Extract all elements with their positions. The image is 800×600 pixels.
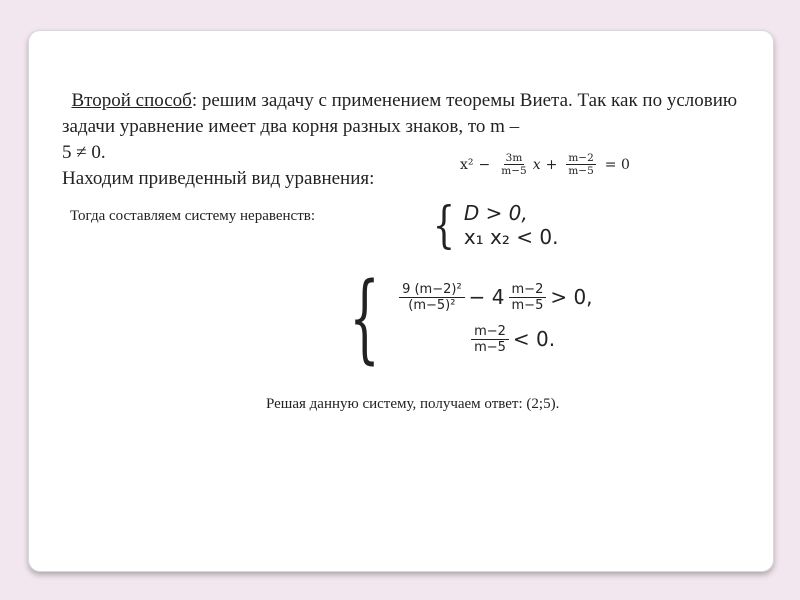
system-1-lines (464, 201, 559, 249)
eq-frac2 (566, 152, 595, 177)
eq-minus: − (478, 156, 491, 173)
intro-line-3: 5 ≠ 0. (62, 142, 106, 163)
system-2 (334, 262, 593, 374)
eq-frac2-num: m−2 (568, 152, 594, 164)
eq-frac1-num: 3m (505, 152, 523, 164)
system-1-line-1: D > 0, (463, 201, 528, 225)
minus-four: − 4 (468, 285, 505, 309)
system-2-row-2 (395, 318, 592, 360)
eq-equals-zero: = 0 (604, 156, 630, 173)
eq-plus: + (545, 156, 558, 173)
eq-x: x (532, 156, 541, 173)
frac-b-num: m−2 (509, 282, 547, 298)
gt-zero: > 0, (550, 285, 593, 309)
frac-c-num: m−2 (471, 324, 509, 340)
intro-paragraph (62, 88, 752, 192)
eq-frac1-den: m−5 (501, 165, 527, 177)
system-1 (428, 196, 559, 254)
method-label: Второй способ (71, 90, 192, 111)
system-1-line-2: x₁ x₂ < 0. (463, 225, 559, 249)
frac-b (509, 282, 547, 313)
lt-zero: < 0. (512, 327, 556, 351)
intro-lines (62, 88, 752, 140)
frac-a (399, 282, 465, 313)
system-2-lines (395, 276, 592, 360)
eq-frac1 (499, 152, 528, 177)
frac-c (471, 324, 509, 355)
brace-icon: { (432, 196, 456, 254)
answer-text: Решая данную систему, получаем ответ: (2;5). (266, 396, 560, 412)
reduced-equation (460, 152, 635, 177)
frac-a-den: (m−5)² (408, 297, 456, 313)
system-intro-text: Тогда составляем систему неравенств: (70, 208, 316, 224)
brace-icon: { (349, 262, 380, 374)
eq-x2: x² (460, 156, 474, 173)
intro-line-4: Находим приведенный вид уравнения: (62, 168, 375, 189)
frac-a-num: 9 (m−2)² (399, 282, 465, 298)
intro-text: : решим задачу с применением теоремы Виета. Так как по условию задачи уравнение имеет два корня разных знаков, то m – (62, 90, 738, 137)
eq-frac2-den: m−5 (568, 165, 594, 177)
frac-b-den: m−5 (511, 297, 544, 313)
frac-c-den: m−5 (474, 339, 506, 355)
system-2-row-1 (395, 276, 592, 318)
